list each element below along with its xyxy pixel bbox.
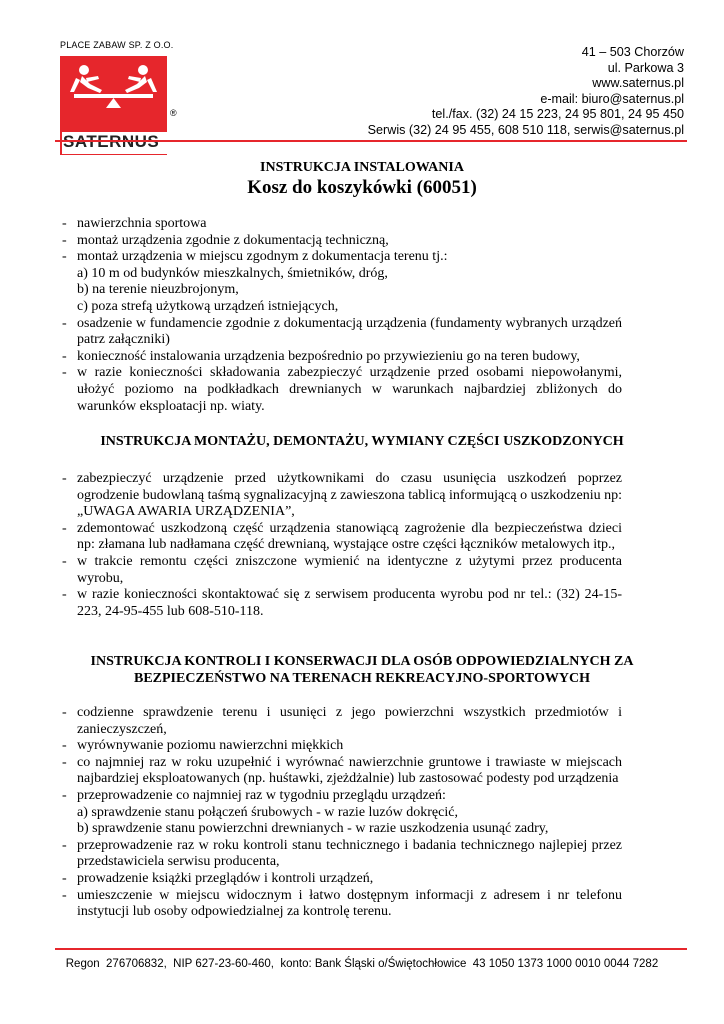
footer-divider bbox=[55, 948, 687, 950]
contact-website: www.saternus.pl bbox=[592, 76, 684, 90]
installation-list bbox=[60, 216, 622, 415]
registered-mark: ® bbox=[170, 108, 177, 118]
list-item: - wyrównywanie poziomu nawierzchni miękkich bbox=[60, 738, 622, 755]
seesaw-figures-icon bbox=[60, 56, 167, 116]
list-item: - codzienne sprawdzenie terenu i usunięci z jego powierzchni wszystkich przedmiotów i zanieczyszczeń, bbox=[60, 705, 622, 738]
list-item: - montaż urządzenia zgodnie z dokumentacją techniczną, bbox=[60, 233, 622, 250]
contact-address-street: ul. Parkowa 3 bbox=[607, 60, 684, 75]
section-title-inspection: INSTRUKCJA KONTROLI I KONSERWACJI DLA OSÓB ODPOWIEDZIALNYCH ZA BEZPIECZEŃSTWO NA TERENACH REKREACYJNO-SPORTOWYCH bbox=[90, 654, 634, 686]
header-divider bbox=[55, 140, 687, 142]
list-item: - nawierzchnia sportowa bbox=[60, 216, 622, 233]
list-subitem: a) 10 m od budynków mieszkalnych, śmietników, dróg, bbox=[77, 265, 388, 281]
assembly-list bbox=[60, 471, 622, 620]
list-item: - osadzenie w fundamencie zgodnie z dokumentacją urządzenia (fundamenty wybranych urządzeń patrz załączniki) bbox=[60, 316, 622, 349]
contact-phone: tel./fax. (32) 24 15 223, 24 95 801, 24 95 450 bbox=[431, 107, 684, 121]
list-item: - zdemontować uszkodzoną część urządzenia stanowiącą zagrożenie dla bezpieczeństwa dzieci np: złamana lub nadłamana część drewnianą, wystające ostre części łączników metalowych itp., bbox=[60, 521, 622, 554]
list-item: - konieczność instalowania urządzenia bezpośrednio po przywiezieniu go na teren budowy, bbox=[60, 349, 622, 366]
contact-service: Serwis (32) 24 95 455, 608 510 118, serwis@saternus.pl bbox=[367, 122, 684, 137]
company-name: PLACE ZABAW SP. Z O.O. bbox=[60, 40, 174, 50]
brand-name bbox=[62, 132, 170, 152]
list-item: - w trakcie remontu części zniszczone wymienić na identyczne z użytymi przez producenta wyrobu, bbox=[60, 554, 622, 587]
section-title-assembly: INSTRUKCJA MONTAŻU, DEMONTAŻU, WYMIANY CZĘŚCI USZKODZONYCH bbox=[100, 434, 624, 449]
document-heading: INSTRUKCJA INSTALOWANIA bbox=[260, 160, 464, 175]
list-subitem: a) sprawdzenie stanu połączeń śrubowych - w razie luzów dokręcić, bbox=[77, 804, 458, 820]
list-subitem: b) na terenie nieuzbrojonym, bbox=[77, 282, 239, 298]
company-logo bbox=[58, 40, 183, 118]
list-item: - umieszczenie w miejscu widocznym i łatwo dostępnym informacji z adresem i nr telefonu instytucji lub osoby odpowiedzialnej za kontrolę terenu. bbox=[60, 888, 622, 921]
list-subitem: c) poza strefą użytkową urządzeń istniejących, bbox=[77, 298, 339, 314]
footer-registration: Regon 276706832, NIP 627-23-60-460, konto: Bank Śląski o/Świętochłowice 43 1050 1373 1000 0010 0044 7282 bbox=[65, 958, 659, 970]
list-item: - zabezpieczyć urządzenie przed użytkownikami do czasu usunięcia uszkodzeń poprzez ogrodzenie budowlaną taśmą sygnalizacyjną z zawieszona tablicą informującą o uszkodzeniu np: „UWAGA AWARIA URZĄDZENIA”, bbox=[60, 471, 622, 521]
list-item: - w razie konieczności składowania zabezpieczyć urządzenie przed osobami niepowołanymi, ułożyć poziomo na podkładkach drewnianych w warunkach najbardziej zbliżonych do warunków eksploatacji np. wiaty. bbox=[60, 365, 622, 415]
list-item: - przeprowadzenie co najmniej raz w tygodniu przeglądu urządzeń: bbox=[60, 788, 622, 805]
contact-email: e-mail: biuro@saternus.pl bbox=[540, 91, 684, 106]
list-item: - prowadzenie książki przeglądów i kontroli urządzeń, bbox=[60, 871, 622, 888]
list-item: - przeprowadzenie raz w roku kontroli stanu technicznego i badania technicznego najlepiej przez przedstawiciela serwisu producenta, bbox=[60, 838, 622, 871]
list-item: - montaż urządzenia w miejscu zgodnym z dokumentacja terenu tj.: bbox=[60, 249, 622, 266]
contact-block bbox=[368, 45, 684, 138]
product-title: Kosz do koszykówki (60051) bbox=[247, 177, 477, 198]
list-subitem: b) sprawdzenie stanu powierzchni drewnianych - w razie uszkodzenia usunąć zadry, bbox=[77, 821, 549, 837]
inspection-list bbox=[60, 705, 622, 921]
list-item: - co najmniej raz w roku uzupełnić i wyrównać nawierzchnie gruntowe i trawiaste w miejscach najbardziej eksploatowanych (np. huśtawki, zjeżdżalnie) lub zastosować podesty pod urządzenia bbox=[60, 755, 622, 788]
brand-wordmark bbox=[62, 132, 170, 154]
list-item: - w razie konieczności skontaktować się z serwisem producenta wyrobu pod nr tel.: (32) 24-15-223, 24-95-455 lub 608-510-118. bbox=[60, 587, 622, 620]
contact-address-city: 41 – 503 Chorzów bbox=[581, 45, 684, 59]
